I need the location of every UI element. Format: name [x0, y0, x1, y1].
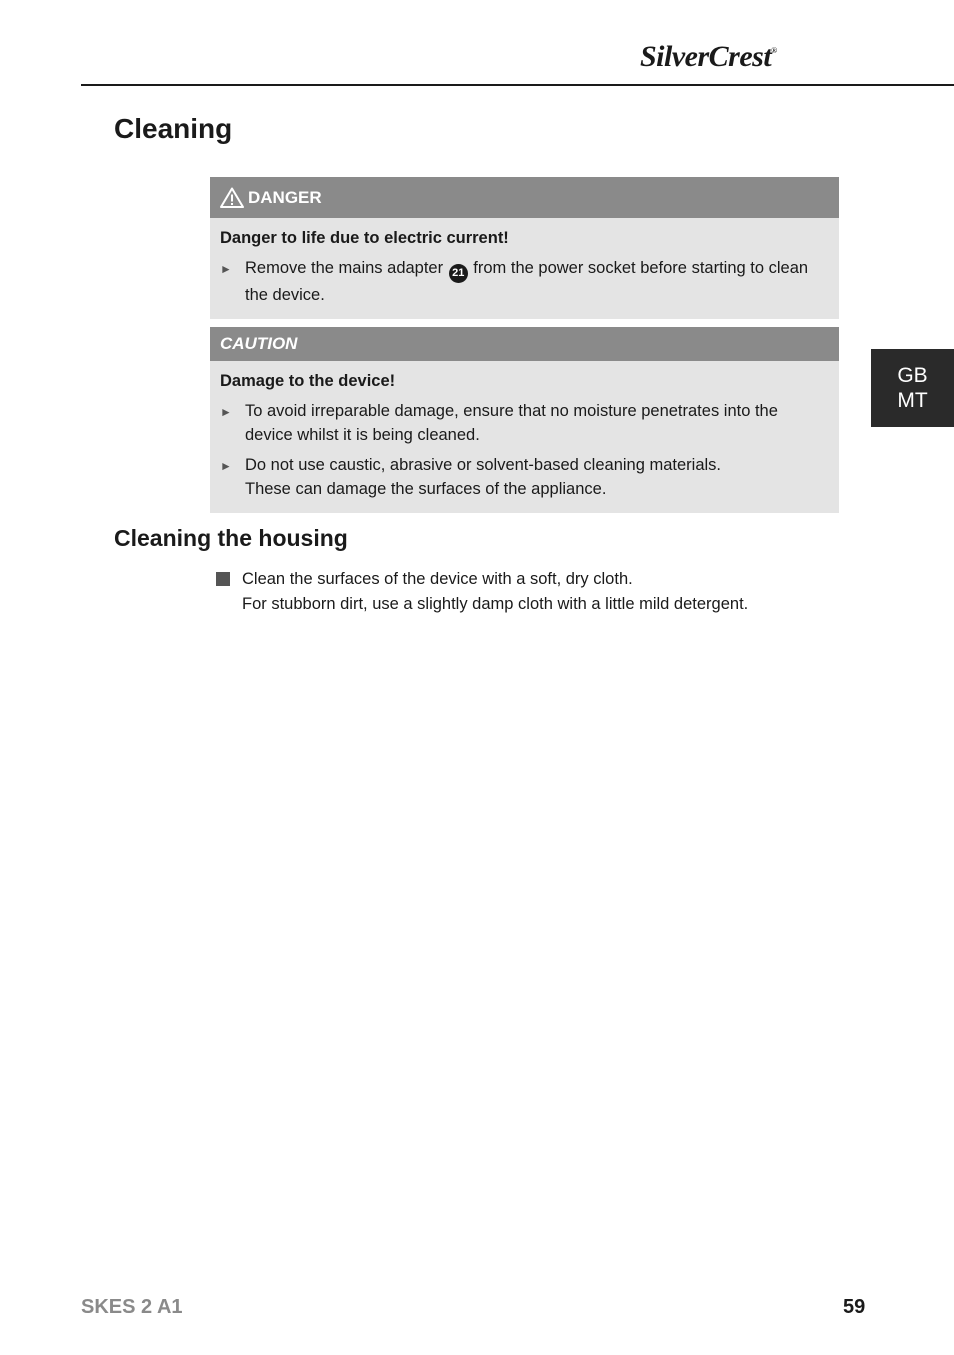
language-code-mt: MT — [897, 389, 928, 412]
language-code-gb: GB — [897, 364, 928, 387]
arrow-bullet-icon: ► — [220, 262, 232, 276]
part-number-badge: 21 — [449, 264, 468, 283]
caution-box — [210, 327, 839, 513]
caution-label: CAUTION — [220, 334, 298, 353]
danger-body — [210, 218, 839, 319]
square-bullet-icon — [216, 572, 230, 586]
header-rule — [81, 84, 954, 86]
danger-header — [210, 177, 839, 218]
caution-item: ► Do not use caustic, abrasive or solvent-based cleaning materials. These can damage the surfaces of the appliance. — [220, 453, 829, 501]
registered-mark: ® — [771, 46, 777, 55]
brand-logo: SilverCrest® — [640, 40, 777, 73]
instruction-step: Clean the surfaces of the device with a soft, dry cloth. For stubborn dirt, use a slightly damp cloth with a little mild detergent. — [216, 567, 836, 617]
page-title: Cleaning — [114, 113, 233, 144]
page-number: 59 — [843, 1296, 866, 1318]
danger-label: DANGER — [248, 187, 322, 207]
danger-item: ► Remove the mains adapter 21 from the power socket before starting to clean the device. — [220, 256, 829, 307]
arrow-bullet-icon: ► — [220, 459, 232, 473]
caution-item: ► To avoid irreparable damage, ensure that no moisture penetrates into the device whilst it is being cleaned. — [220, 399, 829, 447]
danger-box — [210, 177, 839, 319]
caution-header — [210, 327, 839, 361]
caution-body — [210, 361, 839, 513]
language-tab — [871, 349, 954, 427]
warning-triangle-icon — [220, 187, 244, 208]
caution-subtitle: Damage to the device! — [220, 372, 396, 390]
danger-subtitle: Danger to life due to electric current! — [220, 229, 509, 247]
arrow-bullet-icon: ► — [220, 405, 232, 419]
section-title: Cleaning the housing — [114, 525, 348, 551]
footer-model: SKES 2 A1 — [81, 1296, 183, 1318]
